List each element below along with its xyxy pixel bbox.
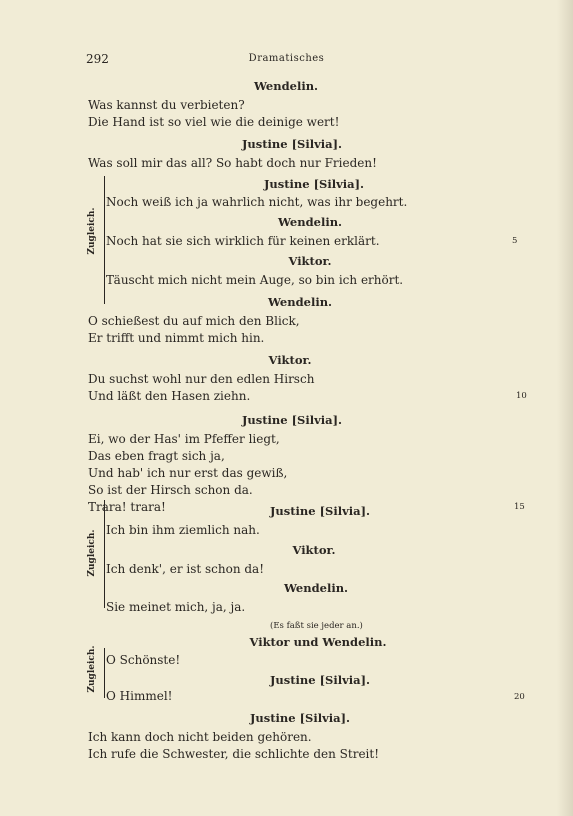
speaker-justine-silvia: Justine [Silvia].	[249, 711, 351, 725]
verse-line: Was kannst du verbieten?	[88, 98, 245, 112]
speaker-justine-silvia: Justine [Silvia].	[269, 504, 371, 518]
speaker-justine-silvia: Justine [Silvia].	[241, 137, 343, 151]
verse-line: Ich kann doch nicht beiden gehören.	[88, 730, 312, 744]
running-title: Dramatisches	[248, 53, 325, 64]
zugleich-bracket	[104, 500, 105, 608]
verse-line: Ich bin ihm ziemlich nah.	[106, 523, 260, 537]
verse-line: Das eben fragt sich ja,	[88, 449, 225, 463]
line-number: 10	[516, 391, 527, 401]
verse-line: Die Hand ist so viel wie die deinige wert!	[88, 115, 340, 129]
verse-line: Er trifft und nimmt mich hin.	[88, 331, 265, 345]
speaker-wendelin: Wendelin.	[277, 215, 343, 229]
verse-line: Und hab' ich nur erst das gewiß,	[88, 466, 288, 480]
running-header	[0, 52, 573, 68]
speaker-justine-silvia: Justine [Silvia].	[241, 413, 343, 427]
speaker-viktor: Viktor.	[288, 254, 332, 268]
line-number: 5	[512, 236, 518, 246]
zugleich-label: Zugleich.	[87, 645, 97, 693]
stage-direction: (Es faßt sie jeder an.)	[270, 621, 363, 631]
verse-line: Trara! trara!	[88, 500, 166, 514]
page-edge-shadow	[557, 0, 573, 816]
verse-line: Noch weiß ich ja wahrlich nicht, was ihr begehrt.	[106, 195, 408, 209]
verse-line: O schießest du auf mich den Blick,	[88, 314, 300, 328]
zugleich-bracket	[104, 176, 105, 304]
verse-line: O Schönste!	[106, 653, 181, 667]
zugleich-label: Zugleich.	[87, 207, 97, 255]
verse-line: O Himmel!	[106, 689, 173, 703]
verse-line: Du suchst wohl nur den edlen Hirsch	[88, 372, 315, 386]
speaker-viktor: Viktor.	[268, 353, 312, 367]
line-number: 20	[514, 692, 525, 702]
page-number: 292	[86, 52, 109, 66]
verse-line: Ich rufe die Schwester, die schlichte den Streit!	[88, 747, 380, 761]
verse-line: Was soll mir das all? So habt doch nur Frieden!	[88, 156, 377, 170]
speaker-wendelin: Wendelin.	[267, 295, 333, 309]
speaker-wendelin: Wendelin.	[283, 581, 349, 595]
speaker-wendelin: Wendelin.	[253, 79, 319, 93]
zugleich-label: Zugleich.	[87, 529, 97, 577]
speaker-justine-silvia: Justine [Silvia].	[269, 673, 371, 687]
verse-line: Sie meinet mich, ja, ja.	[106, 600, 246, 614]
verse-line: Ich denk', er ist schon da!	[106, 562, 265, 576]
verse-line: Noch hat sie sich wirklich für keinen erklärt.	[106, 234, 380, 248]
verse-line: So ist der Hirsch schon da.	[88, 483, 253, 497]
speaker-viktor-und-wendelin: Viktor und Wendelin.	[249, 635, 387, 649]
line-number: 15	[514, 502, 525, 512]
verse-line: Und läßt den Hasen ziehn.	[88, 389, 251, 403]
speaker-justine-silvia: Justine [Silvia].	[263, 177, 365, 191]
verse-line: Ei, wo der Has' im Pfeffer liegt,	[88, 432, 280, 446]
verse-line: Täuscht mich nicht mein Auge, so bin ich erhört.	[106, 273, 404, 287]
zugleich-bracket	[104, 648, 105, 698]
speaker-viktor: Viktor.	[292, 543, 336, 557]
